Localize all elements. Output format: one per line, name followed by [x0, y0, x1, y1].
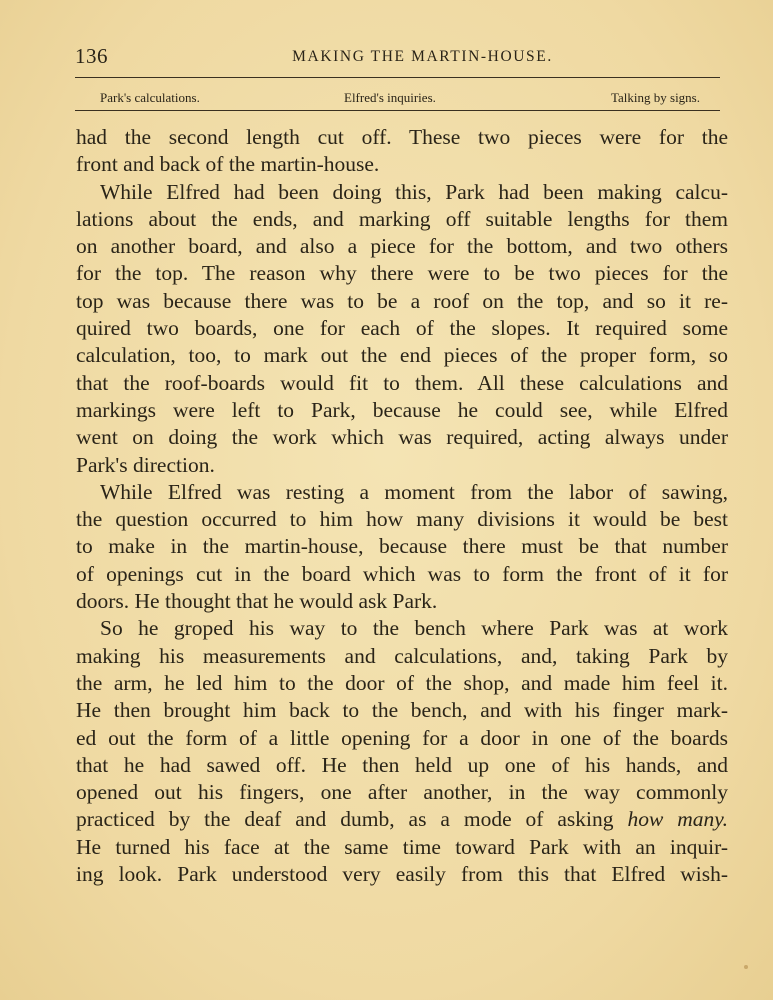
text-line-with-emphasis — [76, 806, 728, 833]
text-line: So he groped his way to the bench where Park was at work — [100, 616, 728, 641]
running-head — [75, 44, 720, 72]
topic-heading: Talking by signs. — [610, 90, 700, 105]
text-line: ed out the form of a little opening for a door in one of the boards — [76, 725, 728, 750]
topic-heading: Park's calculations. — [100, 90, 200, 105]
text-line: to make in the martin-house, because there must be that number — [76, 534, 728, 559]
text-line: went on doing the work which was required, acting always under — [76, 425, 728, 450]
text-line: quired two boards, one for each of the slopes. It required some — [76, 316, 728, 341]
text-line: that he had sawed off. He then held up one of his hands, and — [76, 752, 728, 777]
text-line: on another board, and also a piece for the bottom, and two others — [76, 234, 728, 259]
text-line: calculation, too, to mark out the end pieces of the proper form, so — [76, 343, 728, 368]
text-line: lations about the ends, and marking off suitable lengths for them — [76, 206, 728, 231]
text-line: the question occurred to him how many divisions it would be best — [76, 507, 728, 532]
text-line: He then brought him back to the bench, and with his finger mark- — [76, 698, 728, 723]
header-rule-top — [75, 77, 720, 78]
emphasized-text: how many. — [627, 807, 728, 832]
paper-speck — [744, 965, 748, 969]
text-line: opened out his fingers, one after another, in the way commonly — [76, 780, 728, 805]
text-line: that the roof-boards would fit to them. All these calculations and — [76, 370, 728, 395]
text-line: front and back of the martin-house. — [76, 152, 380, 177]
text-line: ing look. Park understood very easily from this that Elfred wish- — [76, 862, 728, 887]
topic-heading: Elfred's inquiries. — [344, 90, 436, 105]
page-number: 136 — [75, 44, 108, 68]
text-line-part: practiced by the deaf and dumb, as a mode of asking — [76, 807, 628, 832]
text-line: top was because there was to be a roof on the top, and so it re- — [76, 288, 728, 313]
text-line: He turned his face at the same time toward Park with an inquir- — [76, 834, 728, 859]
text-line: of openings cut in the board which was to form the front of it for — [76, 561, 728, 586]
text-line: markings were left to Park, because he could see, while Elfred — [76, 397, 728, 422]
body-text — [76, 124, 728, 888]
text-line: making his measurements and calculations, and, taking Park by — [76, 643, 728, 668]
topic-headings — [100, 90, 700, 108]
text-line: doors. He thought that he would ask Park. — [76, 589, 438, 614]
text-line: had the second length cut off. These two pieces were for the — [76, 125, 728, 149]
text-line: While Elfred was resting a moment from the labor of sawing, — [100, 479, 728, 504]
text-line: for the top. The reason why there were to be two pieces for the — [76, 261, 728, 286]
text-line: Park's direction. — [76, 452, 215, 477]
header-rule-bottom — [75, 110, 720, 111]
text-line: While Elfred had been doing this, Park had been making calcu- — [100, 179, 728, 204]
running-title: MAKING THE MARTIN-HOUSE. — [292, 48, 553, 65]
text-line: the arm, he led him to the door of the shop, and made him feel it. — [76, 670, 728, 695]
